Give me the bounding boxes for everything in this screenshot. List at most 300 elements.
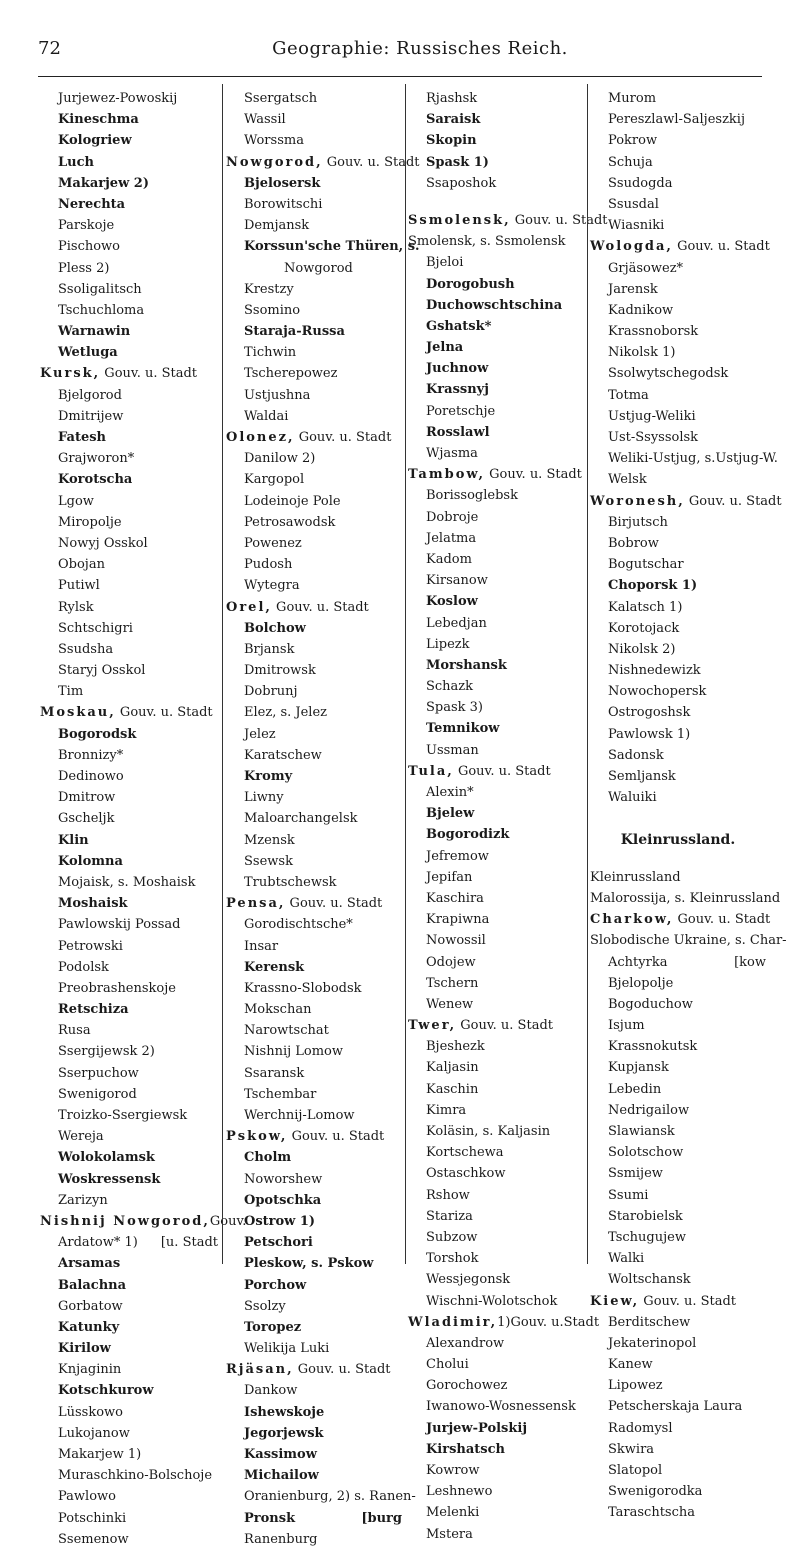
- index-entry: [408, 718, 584, 739]
- index-entry: [40, 1041, 218, 1062]
- index-entry: [40, 851, 218, 872]
- index-entry: [226, 194, 402, 215]
- index-entry: [40, 152, 218, 173]
- entry-text: Lüsskowo: [58, 1404, 124, 1420]
- index-entry: [408, 867, 584, 888]
- government-heading: [226, 597, 402, 618]
- government-qualifier: Gouv. u. Stadt: [115, 705, 213, 721]
- entry-text: Grjäsowez*: [608, 260, 684, 276]
- index-entry: [590, 1418, 766, 1439]
- government-heading: [226, 427, 402, 448]
- entry-text: Jegorjewsk: [244, 1425, 324, 1441]
- entry-text: Miropolje: [58, 514, 122, 530]
- index-entry: [408, 697, 584, 718]
- entry-text: Ssudsha: [58, 641, 114, 657]
- index-entry: [408, 1079, 584, 1100]
- index-entry: [408, 1269, 584, 1290]
- index-entry: [408, 231, 584, 252]
- entry-text: Bronnizy*: [58, 747, 124, 763]
- government-name: Pskow,: [226, 1129, 288, 1145]
- index-entry: [408, 88, 584, 109]
- entry-text: Borissoglebsk: [426, 488, 518, 504]
- entry-text: Tscherepowez: [244, 366, 338, 382]
- entry-text: Ussman: [426, 742, 479, 758]
- entry-text: Welikija Luki: [244, 1341, 330, 1357]
- entry-text: Mstera: [426, 1526, 473, 1542]
- index-entry: [40, 618, 218, 639]
- index-entry: [226, 660, 402, 681]
- index-entry: [408, 1142, 584, 1163]
- index-entry: [590, 724, 766, 745]
- index-entry: [408, 1354, 584, 1375]
- government-heading: [590, 909, 771, 930]
- entry-text: Wessjegonsk: [426, 1272, 511, 1288]
- index-entry: [40, 1105, 218, 1126]
- government-name: Rjäsan,: [226, 1362, 294, 1378]
- index-entry: [408, 173, 584, 194]
- entry-text: Makarjew 2): [58, 175, 149, 191]
- entry-text: Kirshatsch: [426, 1441, 505, 1457]
- entry-text: Birjutsch: [608, 514, 668, 530]
- index-entry: [40, 1465, 218, 1486]
- index-entry: [408, 888, 584, 909]
- index-entry: [408, 1248, 584, 1269]
- index-entry: [226, 808, 402, 829]
- column-separator: [222, 84, 223, 1264]
- index-entry: [40, 639, 218, 660]
- index-entry: [226, 173, 402, 194]
- entry-text: Tim: [58, 684, 84, 700]
- entry-text: Lodeinoje Pole: [244, 493, 341, 509]
- index-entry: [408, 1206, 584, 1227]
- index-entry: [226, 512, 402, 533]
- index-entry: [408, 1121, 584, 1142]
- entry-text: Bjelew: [426, 806, 475, 822]
- entry-text: Bjelopolje: [608, 975, 674, 991]
- entry-text: Preobrashenskoje: [58, 980, 176, 996]
- entry-text: Borowitschi: [244, 196, 323, 212]
- entry-text: Saraisk: [426, 112, 481, 128]
- column-2: [226, 88, 420, 1547]
- index-entry: [408, 358, 584, 379]
- index-entry: [40, 109, 218, 130]
- entry-text: Malorossija, s. Kleinrussland: [590, 890, 781, 906]
- government-qualifier: Gouv. u. Stadt: [672, 239, 770, 255]
- index-entry: [40, 554, 218, 575]
- entry-text: Krassnoborsk: [608, 324, 699, 340]
- index-entry: [408, 422, 584, 443]
- entry-text: Jelez: [244, 726, 276, 742]
- entry-text: Jurjewez-Powoskij: [58, 91, 178, 106]
- index-entry: [590, 1121, 766, 1142]
- index-entry: [226, 554, 402, 575]
- entry-text: Mokschan: [244, 1002, 312, 1018]
- entry-text: Semljansk: [608, 769, 676, 784]
- index-entry: [408, 528, 584, 549]
- entry-text: Jelna: [426, 340, 464, 356]
- index-entry: [40, 469, 218, 490]
- government-name: Nowgorod,: [226, 154, 323, 170]
- index-entry: [40, 88, 218, 109]
- entry-text: Spask 1): [426, 154, 489, 170]
- entry-text: Oranienburg, 2) s. Ranen-: [244, 1489, 416, 1505]
- entry-text: Nishnedewizk: [608, 663, 701, 679]
- entry-text: Berditschew: [608, 1314, 691, 1330]
- index-entry: [226, 385, 402, 406]
- index-entry: [226, 1296, 402, 1317]
- entry-text: Wiasniki: [608, 218, 665, 234]
- entry-text: Ssudogda: [608, 175, 673, 191]
- index-entry: [226, 575, 402, 596]
- entry-text: Rylsk: [58, 599, 94, 615]
- entry-text: Pless 2): [58, 260, 110, 276]
- entry-text: Krassnokutsk: [608, 1039, 698, 1055]
- index-entry: [226, 300, 402, 321]
- entry-text: Weliki-Ustjug, s.Ustjug-W.: [608, 451, 778, 467]
- index-entry: [226, 1063, 402, 1084]
- index-entry: [590, 1163, 766, 1184]
- entry-text: Kaschira: [426, 890, 484, 906]
- index-entry: [40, 1317, 218, 1338]
- entry-text: Dmitrow: [58, 790, 116, 806]
- index-entry: [590, 512, 766, 533]
- index-entry: [40, 512, 218, 533]
- entry-text: Bjeloi: [426, 255, 464, 271]
- entry-text: Gorodischtsche*: [244, 917, 353, 933]
- index-entry: [408, 1057, 584, 1078]
- index-entry: [40, 1084, 218, 1105]
- index-entry: [40, 279, 218, 300]
- government-name: Ssmolensk,: [408, 212, 511, 228]
- entry-text: Staraja-Russa: [244, 324, 345, 340]
- index-entry: [590, 681, 766, 702]
- index-entry: [40, 724, 218, 745]
- entry-text: Skwira: [608, 1441, 655, 1457]
- index-entry: [408, 655, 584, 676]
- index-entry: [408, 295, 584, 316]
- index-entry: [226, 1338, 402, 1359]
- index-entry: [590, 1481, 766, 1502]
- entry-text: Ssewsk: [244, 853, 293, 869]
- index-entry: [226, 1084, 402, 1105]
- entry-text: Cholm: [244, 1150, 292, 1166]
- entry-text: Achtyrka: [608, 954, 668, 970]
- government-heading: [590, 1291, 766, 1312]
- entry-text: Bjeshezk: [426, 1039, 485, 1055]
- entry-text: Ostaschkow: [426, 1166, 506, 1182]
- index-entry: [408, 1396, 584, 1417]
- index-entry: [40, 872, 218, 893]
- index-entry: [590, 469, 766, 490]
- index-entry: [40, 1232, 218, 1253]
- index-entry: [226, 724, 402, 745]
- entry-text: Tschembar: [244, 1086, 317, 1102]
- index-entry: [590, 1502, 766, 1523]
- entry-text: Nedrigailow: [608, 1102, 690, 1118]
- index-entry: [226, 999, 402, 1020]
- index-entry: [40, 1529, 218, 1550]
- index-entry: [408, 401, 584, 422]
- entry-text: Swenigorodka: [608, 1484, 703, 1500]
- index-entry: [40, 1169, 218, 1190]
- index-entry: [40, 978, 218, 999]
- entry-text: Kadom: [426, 551, 472, 567]
- index-entry: [590, 660, 766, 681]
- index-entry: [590, 173, 766, 194]
- government-heading: [408, 1312, 600, 1333]
- index-entry: [408, 1524, 584, 1545]
- index-entry: [408, 152, 584, 173]
- government-qualifier: Gouv. u. Stadt: [294, 430, 392, 445]
- entry-text: Torshok: [426, 1251, 479, 1267]
- index-entry: [590, 1079, 766, 1100]
- entry-text: Putiwl: [58, 578, 100, 594]
- government-qualifier: Gouv. u. Stadt: [684, 493, 782, 509]
- index-entry: [226, 851, 402, 872]
- index-entry: [226, 1147, 402, 1168]
- entry-text: Wassil: [244, 112, 286, 128]
- index-entry: [590, 406, 766, 427]
- entry-text: Kerensk: [244, 959, 305, 975]
- entry-text: Arsamas: [58, 1256, 121, 1272]
- index-entry: [590, 745, 766, 766]
- government-heading: [408, 1015, 584, 1036]
- entry-text: Kolomna: [58, 853, 123, 869]
- index-entry: [590, 597, 766, 618]
- index-entry: [590, 1439, 766, 1460]
- entry-text: Ssolzy: [244, 1298, 286, 1314]
- entry-text: Parskoje: [58, 218, 115, 234]
- government-heading: [590, 491, 782, 512]
- index-entry: [590, 215, 766, 236]
- index-entry: [226, 469, 402, 490]
- index-entry: [590, 1036, 766, 1057]
- entry-text: Slawiansk: [608, 1124, 675, 1139]
- index-entry: [40, 406, 218, 427]
- entry-text: Werchnij-Lomow: [244, 1108, 355, 1123]
- government-name: Nishnij Nowgorod,: [40, 1213, 210, 1229]
- entry-text: Ostrow 1): [244, 1213, 316, 1229]
- entry-text: Dobroje: [426, 509, 479, 525]
- index-entry: [408, 1185, 584, 1206]
- entry-text: Insar: [244, 938, 279, 954]
- entry-text: Petscherskaja Laura: [608, 1399, 743, 1415]
- entry-text: Pawlowsk 1): [608, 726, 691, 742]
- index-entry: [226, 448, 402, 469]
- index-entry: [40, 1253, 218, 1274]
- entry-text: Starobielsk: [608, 1208, 683, 1224]
- entry-text: Odojew: [426, 954, 476, 970]
- entry-text: Pleskow, s. Pskow: [244, 1256, 374, 1272]
- index-entry: [226, 936, 402, 957]
- entry-text: Obojan: [58, 557, 105, 573]
- entry-text: Kineschma: [58, 112, 139, 128]
- entry-text: Kassimow: [244, 1447, 317, 1462]
- entry-text: Elez, s. Jelez: [244, 705, 327, 721]
- index-entry: [226, 109, 402, 130]
- entry-text: Knjaginin: [58, 1362, 122, 1378]
- index-entry: [590, 194, 766, 215]
- index-entry: [226, 766, 402, 787]
- index-entry: [226, 491, 402, 512]
- index-entry: [590, 1333, 766, 1354]
- entry-text: Bjelgorod: [58, 387, 122, 403]
- entry-text: Waldai: [244, 408, 289, 424]
- index-entry: [226, 830, 402, 851]
- index-entry: [590, 363, 766, 384]
- index-entry: [226, 1423, 402, 1444]
- entry-text: Gorbatow: [58, 1298, 123, 1314]
- index-entry: [40, 173, 218, 194]
- index-entry: [226, 321, 402, 342]
- entry-text: Schuja: [608, 154, 653, 170]
- entry-text: Nikolsk 2): [608, 641, 676, 657]
- index-entry: [40, 936, 218, 957]
- entry-text: Bogoduchow: [608, 996, 693, 1012]
- entry-text: Ust-Ssyssolsk: [608, 430, 699, 445]
- entry-text: Fatesh: [58, 430, 106, 445]
- entry-text: Dmitrowsk: [244, 663, 316, 679]
- entry-text: Troizko-Ssergiewsk: [58, 1108, 188, 1123]
- index-entry: [40, 1508, 218, 1529]
- entry-text: Balachna: [58, 1277, 127, 1293]
- index-entry: [590, 342, 766, 363]
- entry-text: Kadnikow: [608, 302, 674, 318]
- index-entry: [40, 575, 218, 596]
- index-entry: [40, 1380, 218, 1401]
- index-entry: [40, 342, 218, 363]
- index-entry: [590, 766, 766, 787]
- index-entry: [590, 994, 766, 1015]
- index-entry: [226, 1402, 402, 1423]
- entry-text: Narowtschat: [244, 1023, 329, 1039]
- entry-text: Warnawin: [58, 324, 131, 340]
- entry-text: Wenew: [426, 996, 474, 1012]
- government-heading: [408, 210, 608, 231]
- entry-text: Maloarchangelsk: [244, 811, 358, 827]
- entry-text: Danilow 2): [244, 451, 316, 467]
- index-entry: [226, 872, 402, 893]
- government-name: Olonez,: [226, 430, 295, 445]
- entry-text: Kaljasin: [426, 1060, 479, 1076]
- index-entry: [408, 485, 584, 506]
- entry-text: Lipowez: [608, 1378, 663, 1394]
- entry-text: Lgow: [58, 493, 94, 509]
- entry-text: Liwny: [244, 790, 284, 806]
- entry-text: Smolensk, s. Ssmolensk: [408, 234, 566, 250]
- index-entry: [40, 491, 218, 512]
- entry-text: Zarizyn: [58, 1192, 108, 1208]
- entry-text: Jekaterinopol: [608, 1335, 697, 1351]
- government-heading: [40, 363, 218, 384]
- entry-text: Ostrogoshsk: [608, 705, 691, 721]
- government-qualifier: Gouv. u. Stadt: [673, 912, 771, 928]
- entry-text: Ssoligalitsch: [58, 281, 142, 297]
- entry-text: Stariza: [426, 1208, 473, 1224]
- index-entry: [408, 1502, 584, 1523]
- entry-text: Trubtschewsk: [244, 874, 337, 890]
- index-entry: [590, 279, 766, 300]
- government-qualifier: Gouv. u. Stadt: [100, 366, 198, 382]
- index-entry: [226, 406, 402, 427]
- entry-text: Krapiwna: [426, 912, 490, 928]
- index-entry: [40, 1126, 218, 1147]
- entry-text: Wereja: [58, 1129, 104, 1145]
- entry-text: Lukojanow: [58, 1425, 130, 1441]
- index-entry: [590, 1227, 766, 1248]
- entry-text: Solotschow: [608, 1145, 684, 1161]
- index-entry: [226, 1169, 402, 1190]
- entry-text: Gorochowez: [426, 1378, 508, 1394]
- entry-text: Tschern: [426, 975, 479, 991]
- government-qualifier: Gouv. u. Stadt: [453, 763, 551, 779]
- index-entry: [40, 766, 218, 787]
- index-entry: [226, 1486, 416, 1507]
- index-entry: [590, 618, 766, 639]
- index-entry: [40, 448, 218, 469]
- entry-text: Michailow: [244, 1468, 319, 1484]
- entry-text: Demjansk: [244, 218, 310, 234]
- index-entry: [226, 533, 402, 554]
- index-entry: [40, 1020, 218, 1041]
- index-entry: [40, 427, 218, 448]
- index-entry: [40, 808, 218, 829]
- government-heading: [408, 761, 584, 782]
- index-entry: [40, 681, 218, 702]
- index-entry: [408, 109, 584, 130]
- government-heading: [40, 702, 218, 723]
- index-entry: [408, 591, 584, 612]
- entry-text: Korssun'sche Thüren, s.: [244, 239, 420, 255]
- entry-text: Slobodische Ukraine, s. Char-: [590, 933, 787, 949]
- index-entry: [590, 1185, 766, 1206]
- entry-text: Wolokolamsk: [58, 1150, 155, 1166]
- entry-text: Bolchow: [244, 620, 306, 636]
- entry-text: Murom: [608, 91, 657, 106]
- entry-text: Pawlowskij Possad: [58, 917, 181, 933]
- entry-text: Choporsk 1): [608, 578, 698, 594]
- index-entry: [590, 1248, 766, 1269]
- index-entry: [226, 1465, 402, 1486]
- index-entry: [40, 194, 218, 215]
- index-entry: [408, 443, 584, 464]
- entry-text: Ishewskoje: [244, 1404, 325, 1420]
- entry-text: Kortschewa: [426, 1145, 504, 1161]
- index-entry: [226, 914, 402, 935]
- entry-text: Ssergijewsk 2): [58, 1044, 155, 1060]
- index-entry: [408, 1481, 584, 1502]
- index-entry: [590, 533, 766, 554]
- index-entry: [40, 236, 218, 257]
- government-heading: [408, 464, 584, 485]
- index-entry: [590, 554, 766, 575]
- index-entry: [590, 385, 766, 406]
- entry-text: Duchowschtschina: [426, 297, 563, 313]
- government-qualifier: 1)Gouv. u.Stadt: [497, 1314, 600, 1330]
- index-entry: [40, 215, 218, 236]
- index-entry: [590, 639, 766, 660]
- entry-text: Kanew: [608, 1357, 653, 1373]
- entry-text: Tschuchloma: [58, 302, 145, 318]
- government-heading: [226, 1126, 402, 1147]
- index-entry: [408, 613, 584, 634]
- index-entry: [226, 1105, 402, 1126]
- index-entry: [40, 745, 218, 766]
- government-name: Tula,: [408, 763, 454, 779]
- entry-text: Kimra: [426, 1102, 467, 1118]
- entry-text: Walki: [608, 1251, 645, 1267]
- entry-text: Temnikow: [426, 721, 500, 737]
